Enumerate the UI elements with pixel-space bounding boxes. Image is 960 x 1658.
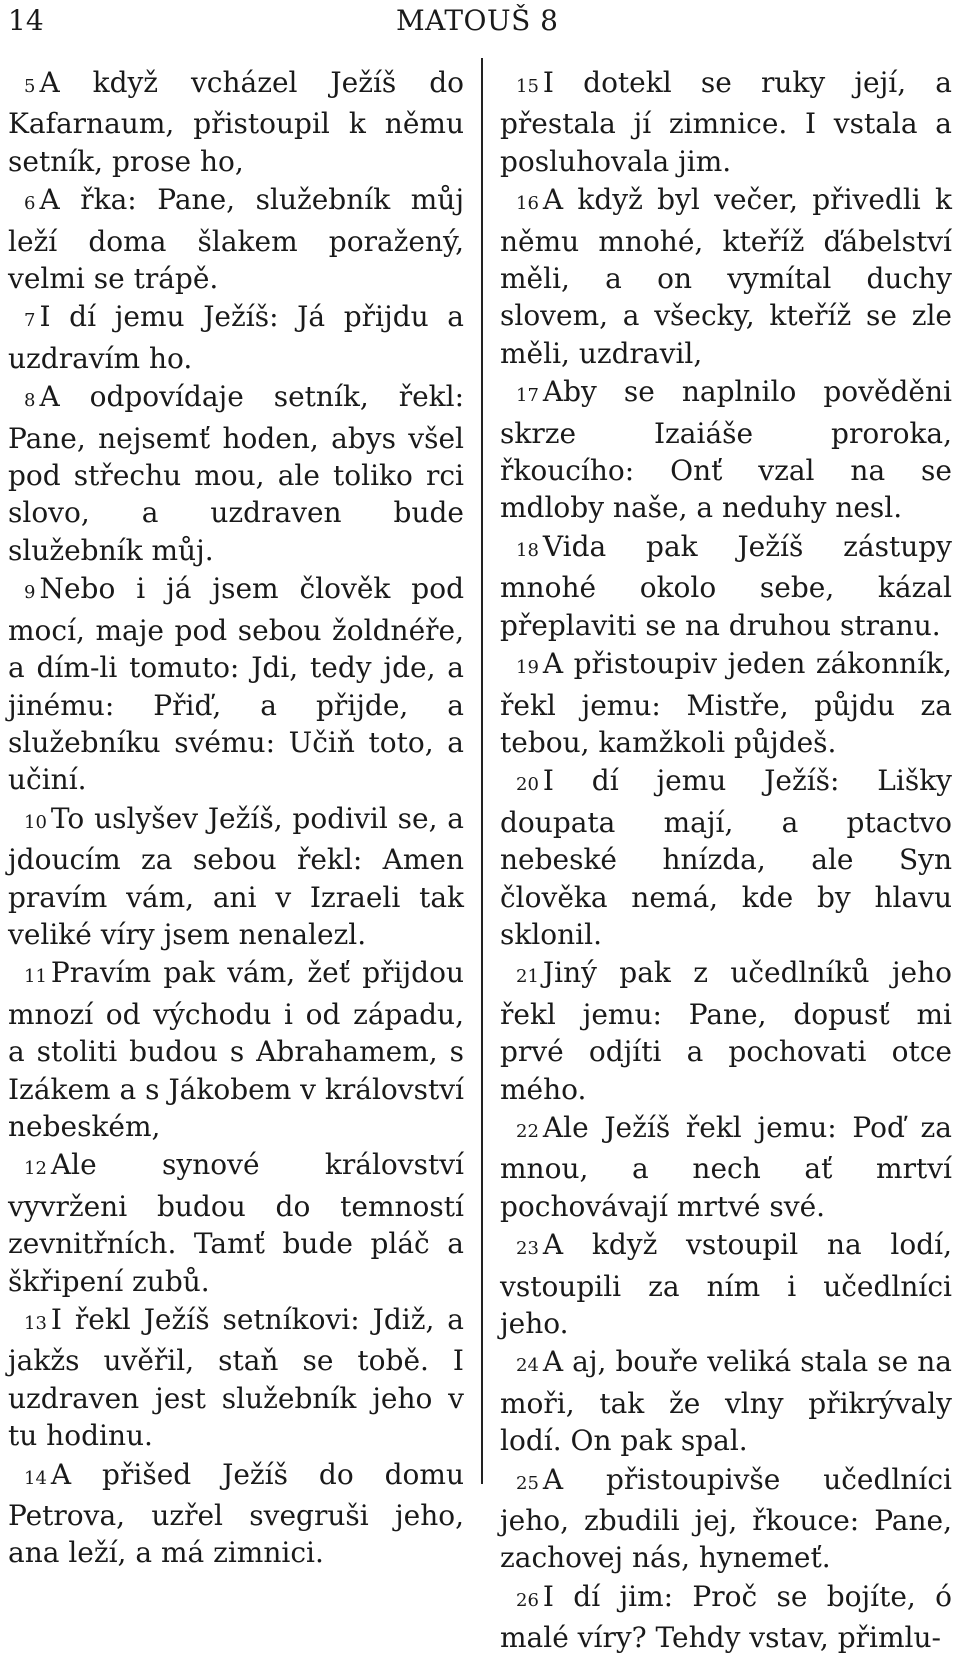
verse-21 [500,954,952,1108]
verse-number: 24 [516,1355,539,1377]
verse-number: 20 [516,774,539,796]
verse-text: To uslyšev Ježíš, podivil se, a jdoucím za sebou řekl: Amen pravím vám, ani v Izraeli tak veliké víry jsem nenalezl. [8,801,464,951]
verse-17 [500,373,952,527]
verse-26 [500,1578,952,1657]
verse-22 [500,1109,952,1225]
verse-5 [8,64,464,180]
verse-number: 19 [516,657,539,679]
verse-16 [500,181,952,372]
right-column [500,64,952,1658]
verse-text: I dí jemu Ježíš: Já přijdu a uzdravím ho. [8,300,464,375]
left-column [8,64,464,1573]
verse-20 [500,762,952,953]
verse-number: 25 [516,1472,539,1494]
verse-text: A když vstoupil na lodí, vstoupili za ním i učedlníci jeho. [500,1228,952,1340]
verse-23 [500,1226,952,1342]
verse-number: 26 [516,1589,539,1611]
verse-text: I řekl Ježíš setníkovi: Jdiž, a jakžs uvěřil, staň se tobě. I uzdraven jest služebník jeho v tu hodinu. [8,1303,464,1453]
verse-text: Nebo i já jsem člověk pod mocí, maje pod sebou žoldnéře, a dím-li tomuto: Jdi, tedy jde, a jinému: Přiď, a přijde, a služebníku svému: Učiň toto, a učiní. [8,572,464,797]
verse-number: 16 [516,193,539,215]
verse-text: Pravím pak vám, žeť přijdou mnozí od východu i od západu, a stoliti budou s Abrahamem, s Izákem a s Jákobem v království nebeském, [8,956,464,1143]
verse-number: 21 [516,966,539,988]
verse-14 [8,1456,464,1572]
verse-19 [500,645,952,761]
verse-15 [500,64,952,180]
verse-number: 9 [24,582,36,604]
verse-text: Ale Ježíš řekl jemu: Poď za mnou, a nech ať mrtví pochovávají mrtvé své. [500,1110,952,1223]
verse-number: 17 [516,385,539,407]
verse-number: 13 [24,1313,47,1334]
verse-13 [8,1301,464,1455]
verse-number: 7 [24,310,36,332]
running-title: MATOUŠ 8 [396,4,559,37]
verse-text: I dí jim: Proč se bojíte, ó malé víry? Tehdy vstav, přimlu- [500,1579,952,1655]
verse-11 [8,954,464,1145]
verse-text: A když byl večer, přivedli k němu mnohé, kteříž ďábelství měli, a on vymítal duchy slovem, a všecky, kteříž se zle měli, uzdravil, [500,183,952,370]
verse-12 [8,1146,464,1300]
verse-text: I dí jemu Ježíš: Lišky doupata mají, a ptactvo nebeské hnízda, ale Syn člověka nemá, kde by hlavu sklonil. [500,764,952,951]
verse-6 [8,181,464,297]
column-divider [481,58,483,1484]
verse-18 [500,528,952,644]
verse-24 [500,1343,952,1459]
verse-number: 14 [24,1467,47,1489]
verse-number: 22 [516,1120,539,1142]
verse-text: A aj, bouře veliká stala se na moři, tak že vlny přikrývaly lodí. On pak spal. [500,1345,952,1458]
verse-9 [8,570,464,798]
verse-text: A přistoupivše učedlníci jeho, zbudili jej, řkouce: Pane, zachovej nás, hynemeť. [500,1462,952,1575]
verse-number: 11 [24,966,47,988]
verse-10 [8,800,464,954]
page-header [0,0,960,48]
verse-text: A přistoupiv jeden zákonník, řekl jemu: Mistře, půjdu za tebou, kamžkoli půjdeš. [500,647,952,759]
verse-number: 12 [24,1158,47,1180]
verse-text: A přišed Ježíš do domu Petrova, uzřel svegruši jeho, ana leží, a má zimnici. [8,1457,464,1570]
verse-text: Jiný pak z učedlníků jeho řekl jemu: Pane, dopusť mi prvé odjíti a pochovati otce mého. [500,956,952,1106]
verse-number: 18 [516,539,539,561]
verse-text: A řka: Pane, služebník můj leží doma šlakem poražený, velmi se trápě. [8,183,464,296]
verse-7 [8,298,464,377]
verse-text: Ale synové království vyvrženi budou do temností zevnitřních. Tamť bude pláč a škřipení zubů. [8,1148,464,1298]
verse-number: 6 [24,193,36,215]
verse-text: A když vcházel Ježíš do Kafarnaum, přistoupil k němu setník, prose ho, [8,66,464,178]
verse-number: 23 [516,1238,539,1260]
verse-number: 8 [24,390,36,412]
verse-number: 15 [516,76,539,97]
verse-text: Aby se naplnilo pověděni skrze Izaiáše proroka, řkoucího: Onť vzal na se mdloby naše, a neduhy nesl. [500,375,952,525]
verse-text: A odpovídaje setník, řekl: Pane, nejsemť hoden, abys všel pod střechu mou, ale toliko rci slovo, a uzdraven bude služebník můj. [8,380,464,567]
verse-8 [8,378,464,569]
verse-25 [500,1461,952,1577]
verse-number: 5 [24,76,36,97]
verse-number: 10 [24,811,47,833]
page-number: 14 [8,4,44,37]
verse-text: Vida pak Ježíš zástupy mnohé okolo sebe, kázal přeplaviti se na druhou stranu. [500,529,952,642]
verse-text: I dotekl se ruky její, a přestala jí zimnice. I vstala a posluhovala jim. [500,66,952,178]
